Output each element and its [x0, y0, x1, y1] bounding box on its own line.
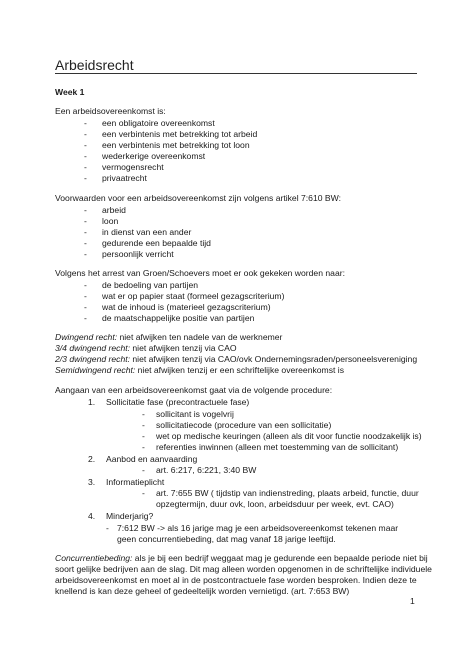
step-number: 2. [88, 454, 96, 464]
concurrentie-term: Concurrentiebeding: [55, 553, 133, 563]
list-bullet: - [84, 313, 87, 323]
list-item: een verbintenis met betrekking tot arbeid [102, 129, 258, 139]
concurrentie-line: arbeidsovereenkomst en moet al in de postcontractuele fase worden besproken. Indien deze te [55, 575, 417, 585]
list-item: wet op medische keuringen (alleen als dit voor functie noodzakelijk is) [156, 431, 422, 441]
list-item: de bedoeling van partijen [102, 280, 199, 290]
week-heading: Week 1 [55, 87, 85, 97]
law-type-term: Semidwingend recht: [55, 365, 136, 375]
list-item: gedurende een bepaalde tijd [102, 238, 211, 248]
list-item: referenties inwinnen (alleen met toestemming van de sollicitant) [156, 442, 399, 452]
list-item: in dienst van een ander [102, 227, 192, 237]
list-bullet: - [84, 238, 87, 248]
list-item: wat de inhoud is (materieel gezagscriterium) [102, 302, 271, 312]
list-bullet: - [84, 216, 87, 226]
list-bullet: - [106, 523, 109, 533]
list-item: een verbintenis met betrekking tot loon [102, 140, 250, 150]
concurrentie-line: knellend is kan deze geheel of gedeeltelijk worden vernietigd. (art. 7:653 BW) [55, 586, 350, 596]
list-item: sollicitatiecode (procedure van een sollicitatie) [156, 420, 332, 430]
law-type-term: 2/3 dwingend recht: [55, 354, 131, 364]
step-number: 4. [88, 511, 96, 521]
list-item: een obligatoire overeenkomst [102, 118, 215, 128]
law-type-text: niet afwijken tenzij er een schriftelijke overeenkomst is [135, 365, 344, 375]
page-number: 1 [410, 596, 415, 606]
list-item: vermogensrecht [102, 162, 164, 172]
concurrentie-line: soort gelijke bedrijven aan de slag. Dit mag alleen worden opgenomen in de schriftelijke individuele [55, 564, 432, 574]
step-number: 3. [88, 477, 96, 487]
list-item: 7:612 BW -> als 16 jarige mag je een arbeidsovereenkomst tekenen maar [117, 523, 399, 533]
list-bullet: - [142, 409, 145, 419]
law-type-term: Dwingend recht: [55, 332, 118, 342]
list-item: sollicitant is vogelvrij [156, 409, 234, 419]
law-type-text: niet afwijken tenzij via CAO [130, 343, 237, 353]
list-bullet: - [142, 442, 145, 452]
law-type-line [55, 354, 417, 364]
law-type-term: 3/4 dwingend recht: [55, 343, 131, 353]
law-type-line [55, 365, 344, 375]
list-item: de maatschappelijke positie van partijen [102, 313, 255, 323]
step-label: Aanbod en aanvaarding [106, 454, 198, 464]
step-number: 1. [88, 397, 96, 407]
list-bullet: - [84, 173, 87, 183]
law-type-text: niet afwijken ten nadele van de werknemer [117, 332, 283, 342]
list-bullet: - [84, 205, 87, 215]
definition-intro: Een arbeidsovereenkomst is: [55, 106, 166, 116]
list-bullet: - [84, 162, 87, 172]
law-type-line [55, 332, 282, 342]
list-bullet: - [84, 302, 87, 312]
step-label: Minderjarig? [106, 511, 154, 521]
list-item: wat er op papier staat (formeel gezagscriterium) [102, 291, 285, 301]
list-item: wederkerige overeenkomst [102, 151, 206, 161]
arrest-intro: Volgens het arrest van Groen/Schoevers moet er ook gekeken worden naar: [55, 268, 345, 278]
law-type-text: niet afwijken tenzij via CAO/ovk Ondernemingsraden/personeelsvereniging [130, 354, 418, 364]
list-bullet: - [84, 280, 87, 290]
step-label: Informatieplicht [106, 477, 165, 487]
list-item: loon [102, 216, 119, 226]
list-bullet: - [84, 151, 87, 161]
list-item: privaatrecht [102, 173, 147, 183]
law-type-line [55, 343, 237, 353]
list-bullet: - [84, 129, 87, 139]
list-item: art. 6:217, 6:221, 3:40 BW [156, 465, 257, 475]
list-bullet: - [84, 140, 87, 150]
list-bullet: - [84, 227, 87, 237]
list-bullet: - [142, 431, 145, 441]
title-underline [55, 73, 417, 74]
procedure-intro: Aangaan van een arbeidsovereenkomst gaat via de volgende procedure: [55, 385, 333, 395]
list-item: art. 7:655 BW ( tijdstip van indienstreding, plaats arbeid, functie, duur [156, 488, 419, 498]
page-title: Arbeidsrecht [55, 57, 134, 73]
step-label: Sollicitatie fase (precontractuele fase) [106, 397, 250, 407]
conditions-intro: Voorwaarden voor een arbeidsovereenkomst zijn volgens artikel 7:610 BW: [55, 193, 341, 203]
list-bullet: - [84, 249, 87, 259]
list-item: persoonlijk verricht [102, 249, 174, 259]
list-bullet: - [142, 420, 145, 430]
list-item-continued: opzegtermijn, duur ovk, loon, arbeidsduur per week, evt. CAO) [156, 499, 394, 509]
concurrentie-line [55, 553, 428, 563]
list-bullet: - [84, 118, 87, 128]
list-bullet: - [142, 465, 145, 475]
list-item-continued: geen concurrentiebeding, dat mag vanaf 18 jarige leeftijd. [117, 534, 336, 544]
list-bullet: - [142, 488, 145, 498]
list-bullet: - [84, 291, 87, 301]
list-item: arbeid [102, 205, 126, 215]
concurrentie-text: als je bij een bedrijf weggaat mag je gedurende een bepaalde periode niet bij [132, 553, 428, 563]
